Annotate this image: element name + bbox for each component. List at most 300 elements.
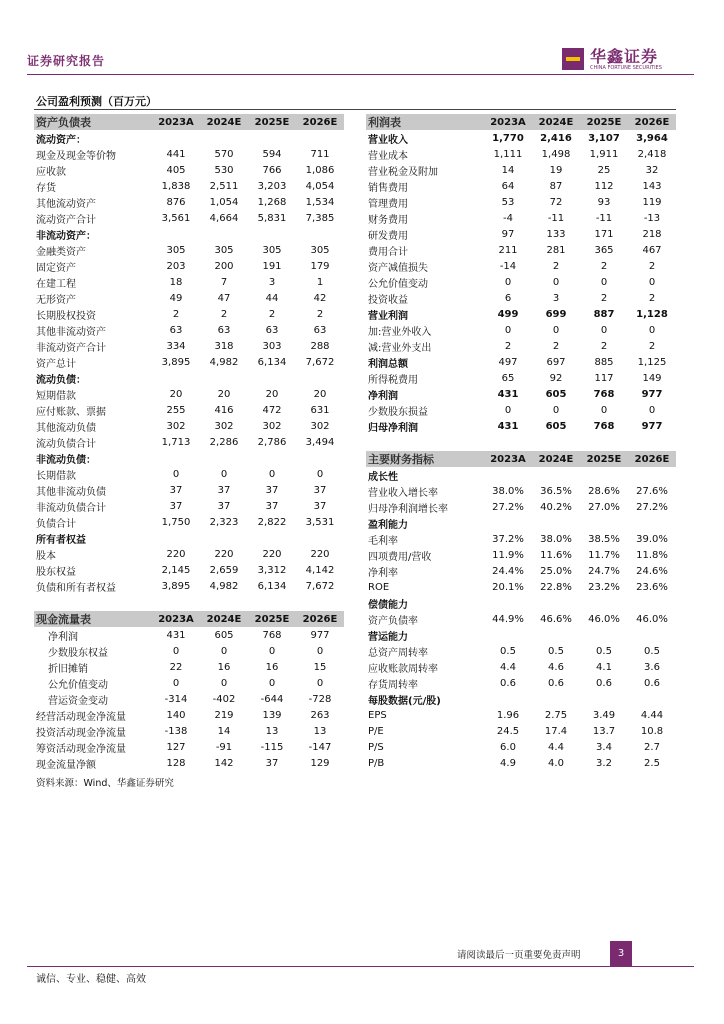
row-label: 负债合计 xyxy=(36,518,76,530)
row-label: 营业收入增长率 xyxy=(368,487,438,499)
income-statement-table xyxy=(366,114,676,434)
logo-mark-icon xyxy=(562,48,584,70)
row-value: 46.0% xyxy=(636,613,668,625)
row-value: 605 xyxy=(214,629,234,641)
row-value: 37 xyxy=(217,484,231,496)
row-value: 15 xyxy=(313,661,327,673)
table-row xyxy=(366,274,676,290)
row-label: 成长性 xyxy=(368,471,398,483)
row-value: 768 xyxy=(262,629,282,641)
row-value: 2,418 xyxy=(637,148,667,160)
year-header: 2025E xyxy=(580,451,628,467)
table-row xyxy=(366,338,676,354)
row-value: 768 xyxy=(593,388,615,400)
table-row xyxy=(366,322,676,338)
row-value: 4.6 xyxy=(548,661,564,673)
row-label: 资产减值损失 xyxy=(368,262,428,274)
table-row xyxy=(34,691,344,707)
row-label: 其他流动负债 xyxy=(36,422,96,434)
table-row xyxy=(34,290,344,306)
row-value: 0.5 xyxy=(596,645,612,657)
row-value: 93 xyxy=(597,196,611,208)
row-label: P/S xyxy=(368,741,384,753)
row-value: 219 xyxy=(214,709,234,721)
row-value: 0 xyxy=(268,468,276,480)
row-label: 公允价值变动 xyxy=(48,679,108,691)
row-value: 149 xyxy=(642,372,662,384)
row-label: 净利润 xyxy=(48,631,78,643)
row-value: 24.5 xyxy=(496,725,520,737)
row-value: 0 xyxy=(268,645,276,657)
row-label: 净利率 xyxy=(368,567,398,579)
row-value: -11 xyxy=(547,212,565,224)
row-value: 72 xyxy=(549,196,563,208)
row-value: 119 xyxy=(642,196,662,208)
year-header: 2023A xyxy=(484,451,532,467)
row-value: 16 xyxy=(265,661,279,673)
row-value: 87 xyxy=(549,180,563,192)
row-label: 四项费用/营收 xyxy=(368,551,432,563)
row-value: 20 xyxy=(217,388,231,400)
row-value: 3 xyxy=(268,276,276,288)
row-value xyxy=(296,530,344,546)
row-value: 6,134 xyxy=(257,580,287,592)
row-value: 4,982 xyxy=(209,580,239,592)
row-value: 0 xyxy=(552,404,560,416)
row-value: 605 xyxy=(545,420,567,432)
row-value: 318 xyxy=(214,340,234,352)
row-value: 3 xyxy=(552,292,560,304)
table-row xyxy=(34,707,344,723)
year-header: 2025E xyxy=(580,114,628,130)
table-row xyxy=(34,675,344,691)
row-value: 570 xyxy=(214,148,234,160)
row-label: P/B xyxy=(368,757,385,769)
caption-divider xyxy=(34,109,676,110)
row-value: 6.0 xyxy=(500,741,516,753)
row-label: 现金流量净额 xyxy=(36,759,96,771)
row-value xyxy=(628,515,676,531)
row-label: 其他流动资产 xyxy=(36,198,96,210)
row-value: 263 xyxy=(310,709,330,721)
row-value: 2,323 xyxy=(209,516,239,528)
row-value: 305 xyxy=(166,244,186,256)
row-value: 1,750 xyxy=(161,516,191,528)
row-value xyxy=(296,226,344,242)
section-header-row xyxy=(366,467,676,483)
row-value: 0.6 xyxy=(596,677,612,689)
table-row xyxy=(34,434,344,450)
row-value xyxy=(580,691,628,707)
row-label: 研发费用 xyxy=(368,230,408,242)
row-value xyxy=(580,515,628,531)
row-value: 0 xyxy=(552,276,560,288)
row-value: 63 xyxy=(313,324,327,336)
year-header: 2024E xyxy=(200,114,248,130)
row-value: 305 xyxy=(214,244,234,256)
row-value: 1,054 xyxy=(209,196,239,208)
row-value: 65 xyxy=(501,372,515,384)
table-caption: 公司盈利预测（百万元） xyxy=(36,95,157,108)
section-header-row xyxy=(366,627,676,643)
table-row xyxy=(34,546,344,562)
table-row xyxy=(34,274,344,290)
row-value: 133 xyxy=(546,228,566,240)
table-row xyxy=(34,162,344,178)
table-row xyxy=(366,547,676,563)
row-label: 少数股东权益 xyxy=(48,647,108,659)
table-row xyxy=(366,162,676,178)
table-row xyxy=(366,563,676,579)
row-value: -147 xyxy=(308,741,332,753)
row-value: 4.0 xyxy=(548,757,564,769)
row-value: 405 xyxy=(166,164,186,176)
row-value: 4.44 xyxy=(640,709,664,721)
row-label: 存货 xyxy=(36,182,56,194)
row-value: 3,964 xyxy=(636,132,668,144)
table-row xyxy=(34,739,344,755)
row-value: 2 xyxy=(268,308,276,320)
row-value xyxy=(152,370,200,386)
row-value: 499 xyxy=(497,308,519,320)
row-value: 38.0% xyxy=(492,485,524,497)
row-value xyxy=(248,530,296,546)
row-value: 0 xyxy=(268,677,276,689)
row-value: -115 xyxy=(260,741,284,753)
row-label: 筹资活动现金净流量 xyxy=(36,743,126,755)
row-value: 28.6% xyxy=(588,485,620,497)
row-label: 营业成本 xyxy=(368,150,408,162)
year-header: 2024E xyxy=(532,451,580,467)
row-label: 流动负债： xyxy=(36,374,86,386)
row-value: 46.0% xyxy=(588,613,620,625)
row-value: 0 xyxy=(600,324,608,336)
row-value xyxy=(532,691,580,707)
row-value: 1,770 xyxy=(492,132,524,144)
table-row xyxy=(366,306,676,322)
row-value: 20 xyxy=(313,388,327,400)
row-value: 0 xyxy=(316,677,324,689)
row-value xyxy=(484,691,532,707)
logo-chinese-name: 华鑫证券 xyxy=(590,47,659,66)
table-row xyxy=(34,242,344,258)
row-value xyxy=(580,595,628,611)
row-value: 1.96 xyxy=(496,709,520,721)
row-value: 40.2% xyxy=(540,501,572,513)
row-label: 在建工程 xyxy=(36,278,76,290)
row-value: 768 xyxy=(593,420,615,432)
row-label: 利润总额 xyxy=(368,358,408,370)
row-value: 10.8 xyxy=(640,725,664,737)
table-title: 主要财务指标 xyxy=(366,451,484,467)
row-value: 3,107 xyxy=(588,132,620,144)
row-value: 0 xyxy=(220,645,228,657)
table-row xyxy=(366,370,676,386)
row-value: 127 xyxy=(166,741,186,753)
row-value: 63 xyxy=(217,324,231,336)
row-value: 631 xyxy=(310,404,330,416)
row-label: ROE xyxy=(368,581,390,593)
row-value: 0 xyxy=(220,468,228,480)
row-value xyxy=(200,226,248,242)
row-label: 营业收入 xyxy=(368,134,408,146)
table-title: 资产负债表 xyxy=(34,114,152,130)
row-value: 7,385 xyxy=(305,212,335,224)
row-value xyxy=(248,370,296,386)
row-value: 142 xyxy=(214,757,234,769)
row-label: 股东权益 xyxy=(36,566,76,578)
table-row xyxy=(34,659,344,675)
row-label: 毛利率 xyxy=(368,535,398,547)
row-value: 0 xyxy=(504,324,512,336)
row-label: 销售费用 xyxy=(368,182,408,194)
row-value: 4,982 xyxy=(209,356,239,368)
row-value: 0 xyxy=(172,677,180,689)
row-value xyxy=(200,130,248,146)
row-value: 2 xyxy=(220,308,228,320)
row-value xyxy=(152,226,200,242)
row-value: 2 xyxy=(600,260,608,272)
row-value: 467 xyxy=(642,244,662,256)
row-value: 23.6% xyxy=(636,581,668,593)
row-value: 2,511 xyxy=(209,180,239,192)
row-value: 27.0% xyxy=(588,501,620,513)
row-value: 0 xyxy=(316,645,324,657)
table-row xyxy=(34,322,344,338)
table-row xyxy=(366,226,676,242)
row-value xyxy=(484,595,532,611)
row-value: 2,659 xyxy=(209,564,239,576)
row-value: 2 xyxy=(600,292,608,304)
row-value: 3,895 xyxy=(161,580,191,592)
row-value: 25.0% xyxy=(540,565,572,577)
year-header: 2025E xyxy=(248,611,296,627)
section-header-row xyxy=(34,370,344,386)
year-header: 2023A xyxy=(152,611,200,627)
table-row xyxy=(34,210,344,226)
row-value: -728 xyxy=(308,693,332,705)
table-row xyxy=(34,146,344,162)
balance-sheet-table xyxy=(34,114,344,594)
row-value: 5,831 xyxy=(257,212,287,224)
row-value: 63 xyxy=(169,324,183,336)
row-value: 3,312 xyxy=(257,564,287,576)
table-row xyxy=(366,739,676,755)
row-value: 2 xyxy=(172,308,180,320)
table-row xyxy=(366,675,676,691)
row-value: 191 xyxy=(262,260,282,272)
row-value: 3.49 xyxy=(592,709,616,721)
table-header-row xyxy=(366,451,676,467)
row-value: 13 xyxy=(265,725,279,737)
table-row xyxy=(366,130,676,146)
row-label: 投资活动现金净流量 xyxy=(36,727,126,739)
row-value: 37 xyxy=(169,500,183,512)
row-value: 220 xyxy=(214,548,234,560)
year-header: 2025E xyxy=(248,114,296,130)
row-label: 营运资金变动 xyxy=(48,695,108,707)
table-title: 利润表 xyxy=(366,114,484,130)
row-value xyxy=(628,627,676,643)
row-value: 2,822 xyxy=(257,516,287,528)
row-value: 0.6 xyxy=(548,677,564,689)
row-label: 管理费用 xyxy=(368,198,408,210)
row-value: 3.2 xyxy=(596,757,612,769)
row-value: 18 xyxy=(169,276,183,288)
row-value: 0 xyxy=(220,677,228,689)
row-value: 24.6% xyxy=(636,565,668,577)
row-value: 4.9 xyxy=(500,757,516,769)
row-value xyxy=(532,627,580,643)
year-header: 2024E xyxy=(532,114,580,130)
row-value: 303 xyxy=(262,340,282,352)
row-value: 39.0% xyxy=(636,533,668,545)
row-value: 0 xyxy=(504,404,512,416)
row-value: 203 xyxy=(166,260,186,272)
row-value: 38.0% xyxy=(540,533,572,545)
row-value: 0 xyxy=(600,276,608,288)
row-value: 22.8% xyxy=(540,581,572,593)
row-value: -138 xyxy=(164,725,188,737)
row-value: 1,911 xyxy=(589,148,619,160)
row-value: 2 xyxy=(504,340,512,352)
row-label: 少数股东损益 xyxy=(368,406,428,418)
row-label: 折旧摊销 xyxy=(48,663,88,675)
row-value: 37 xyxy=(265,484,279,496)
row-value: 288 xyxy=(310,340,330,352)
row-value: 44 xyxy=(265,292,279,304)
row-value xyxy=(628,595,676,611)
row-label: 投资收益 xyxy=(368,294,408,306)
row-value: 36.5% xyxy=(540,485,572,497)
row-label: 长期借款 xyxy=(36,470,76,482)
page-number: 3 xyxy=(610,941,632,966)
row-label: 流动负债合计 xyxy=(36,438,96,450)
table-row xyxy=(34,178,344,194)
row-value: 220 xyxy=(262,548,282,560)
row-label: EPS xyxy=(368,709,387,721)
row-value xyxy=(532,515,580,531)
disclaimer-note: 请阅读最后一页重要免责声明 xyxy=(457,950,581,961)
row-value: 20 xyxy=(265,388,279,400)
row-value: -91 xyxy=(215,741,233,753)
row-value xyxy=(580,467,628,483)
row-label: 所得税费用 xyxy=(368,374,418,386)
row-value: 2,286 xyxy=(209,436,239,448)
row-value: 23.2% xyxy=(588,581,620,593)
table-row xyxy=(366,611,676,627)
row-label: 非流动负债： xyxy=(36,454,96,466)
key-ratios-table xyxy=(366,451,676,771)
row-value: 2 xyxy=(648,340,656,352)
row-value: 11.6% xyxy=(540,549,572,561)
row-value: 2.5 xyxy=(644,757,660,769)
row-value: 4.1 xyxy=(596,661,612,673)
table-row xyxy=(34,498,344,514)
row-value: 97 xyxy=(501,228,515,240)
row-value: 37 xyxy=(313,484,327,496)
row-value: 4.4 xyxy=(548,741,564,753)
row-value: 2,786 xyxy=(257,436,287,448)
row-label: 股本 xyxy=(36,550,56,562)
row-value: 11.7% xyxy=(588,549,620,561)
year-header: 2026E xyxy=(628,114,676,130)
row-value xyxy=(152,530,200,546)
row-value: 472 xyxy=(262,404,282,416)
row-value: 37 xyxy=(169,484,183,496)
row-value: 977 xyxy=(641,388,663,400)
row-value: 305 xyxy=(310,244,330,256)
table-row xyxy=(366,194,676,210)
row-value: 302 xyxy=(166,420,186,432)
table-row xyxy=(366,354,676,370)
row-value: 25 xyxy=(597,164,611,176)
section-header-row xyxy=(366,515,676,531)
table-row xyxy=(34,466,344,482)
row-value xyxy=(532,595,580,611)
row-value: 7,672 xyxy=(305,580,335,592)
row-value: 3,561 xyxy=(161,212,191,224)
row-value: 2 xyxy=(552,260,560,272)
row-value: 44.9% xyxy=(492,613,524,625)
row-value xyxy=(200,450,248,466)
row-value: 594 xyxy=(262,148,282,160)
cash-flow-table xyxy=(34,611,344,771)
table-row xyxy=(34,482,344,498)
table-row xyxy=(34,627,344,643)
row-value: 13.7 xyxy=(592,725,616,737)
row-value: 365 xyxy=(594,244,614,256)
row-value: 977 xyxy=(641,420,663,432)
table-row xyxy=(34,418,344,434)
row-value: 117 xyxy=(594,372,614,384)
row-value: 281 xyxy=(546,244,566,256)
row-value: 0.5 xyxy=(500,645,516,657)
row-value: 53 xyxy=(501,196,515,208)
row-value: 32 xyxy=(645,164,659,176)
row-value: 441 xyxy=(166,148,186,160)
row-label: 流动资产合计 xyxy=(36,214,96,226)
row-label: 负债和所有者权益 xyxy=(36,582,116,594)
row-label: 偿债能力 xyxy=(368,599,408,611)
row-value: 0 xyxy=(172,468,180,480)
row-value: 24.7% xyxy=(588,565,620,577)
row-label: 存货周转率 xyxy=(368,679,418,691)
row-value xyxy=(152,450,200,466)
report-header-title: 证券研究报告 xyxy=(27,54,106,68)
row-value: 431 xyxy=(166,629,186,641)
row-value: 37.2% xyxy=(492,533,524,545)
row-label: 应付账款、票据 xyxy=(36,406,106,418)
table-row xyxy=(366,386,676,402)
table-row xyxy=(366,290,676,306)
footer-divider xyxy=(27,966,694,967)
section-header-row xyxy=(34,226,344,242)
table-row xyxy=(34,578,344,594)
row-label: 经营活动现金净流量 xyxy=(36,711,126,723)
row-value xyxy=(248,130,296,146)
row-value: -644 xyxy=(260,693,284,705)
row-value: 0.5 xyxy=(548,645,564,657)
row-value: 14 xyxy=(501,164,515,176)
row-value: 4,664 xyxy=(209,212,239,224)
row-value: 1,128 xyxy=(636,308,668,320)
section-header-row xyxy=(366,595,676,611)
row-value: 431 xyxy=(497,388,519,400)
table-row xyxy=(34,386,344,402)
row-value: 6,134 xyxy=(257,356,287,368)
table-row xyxy=(34,514,344,530)
